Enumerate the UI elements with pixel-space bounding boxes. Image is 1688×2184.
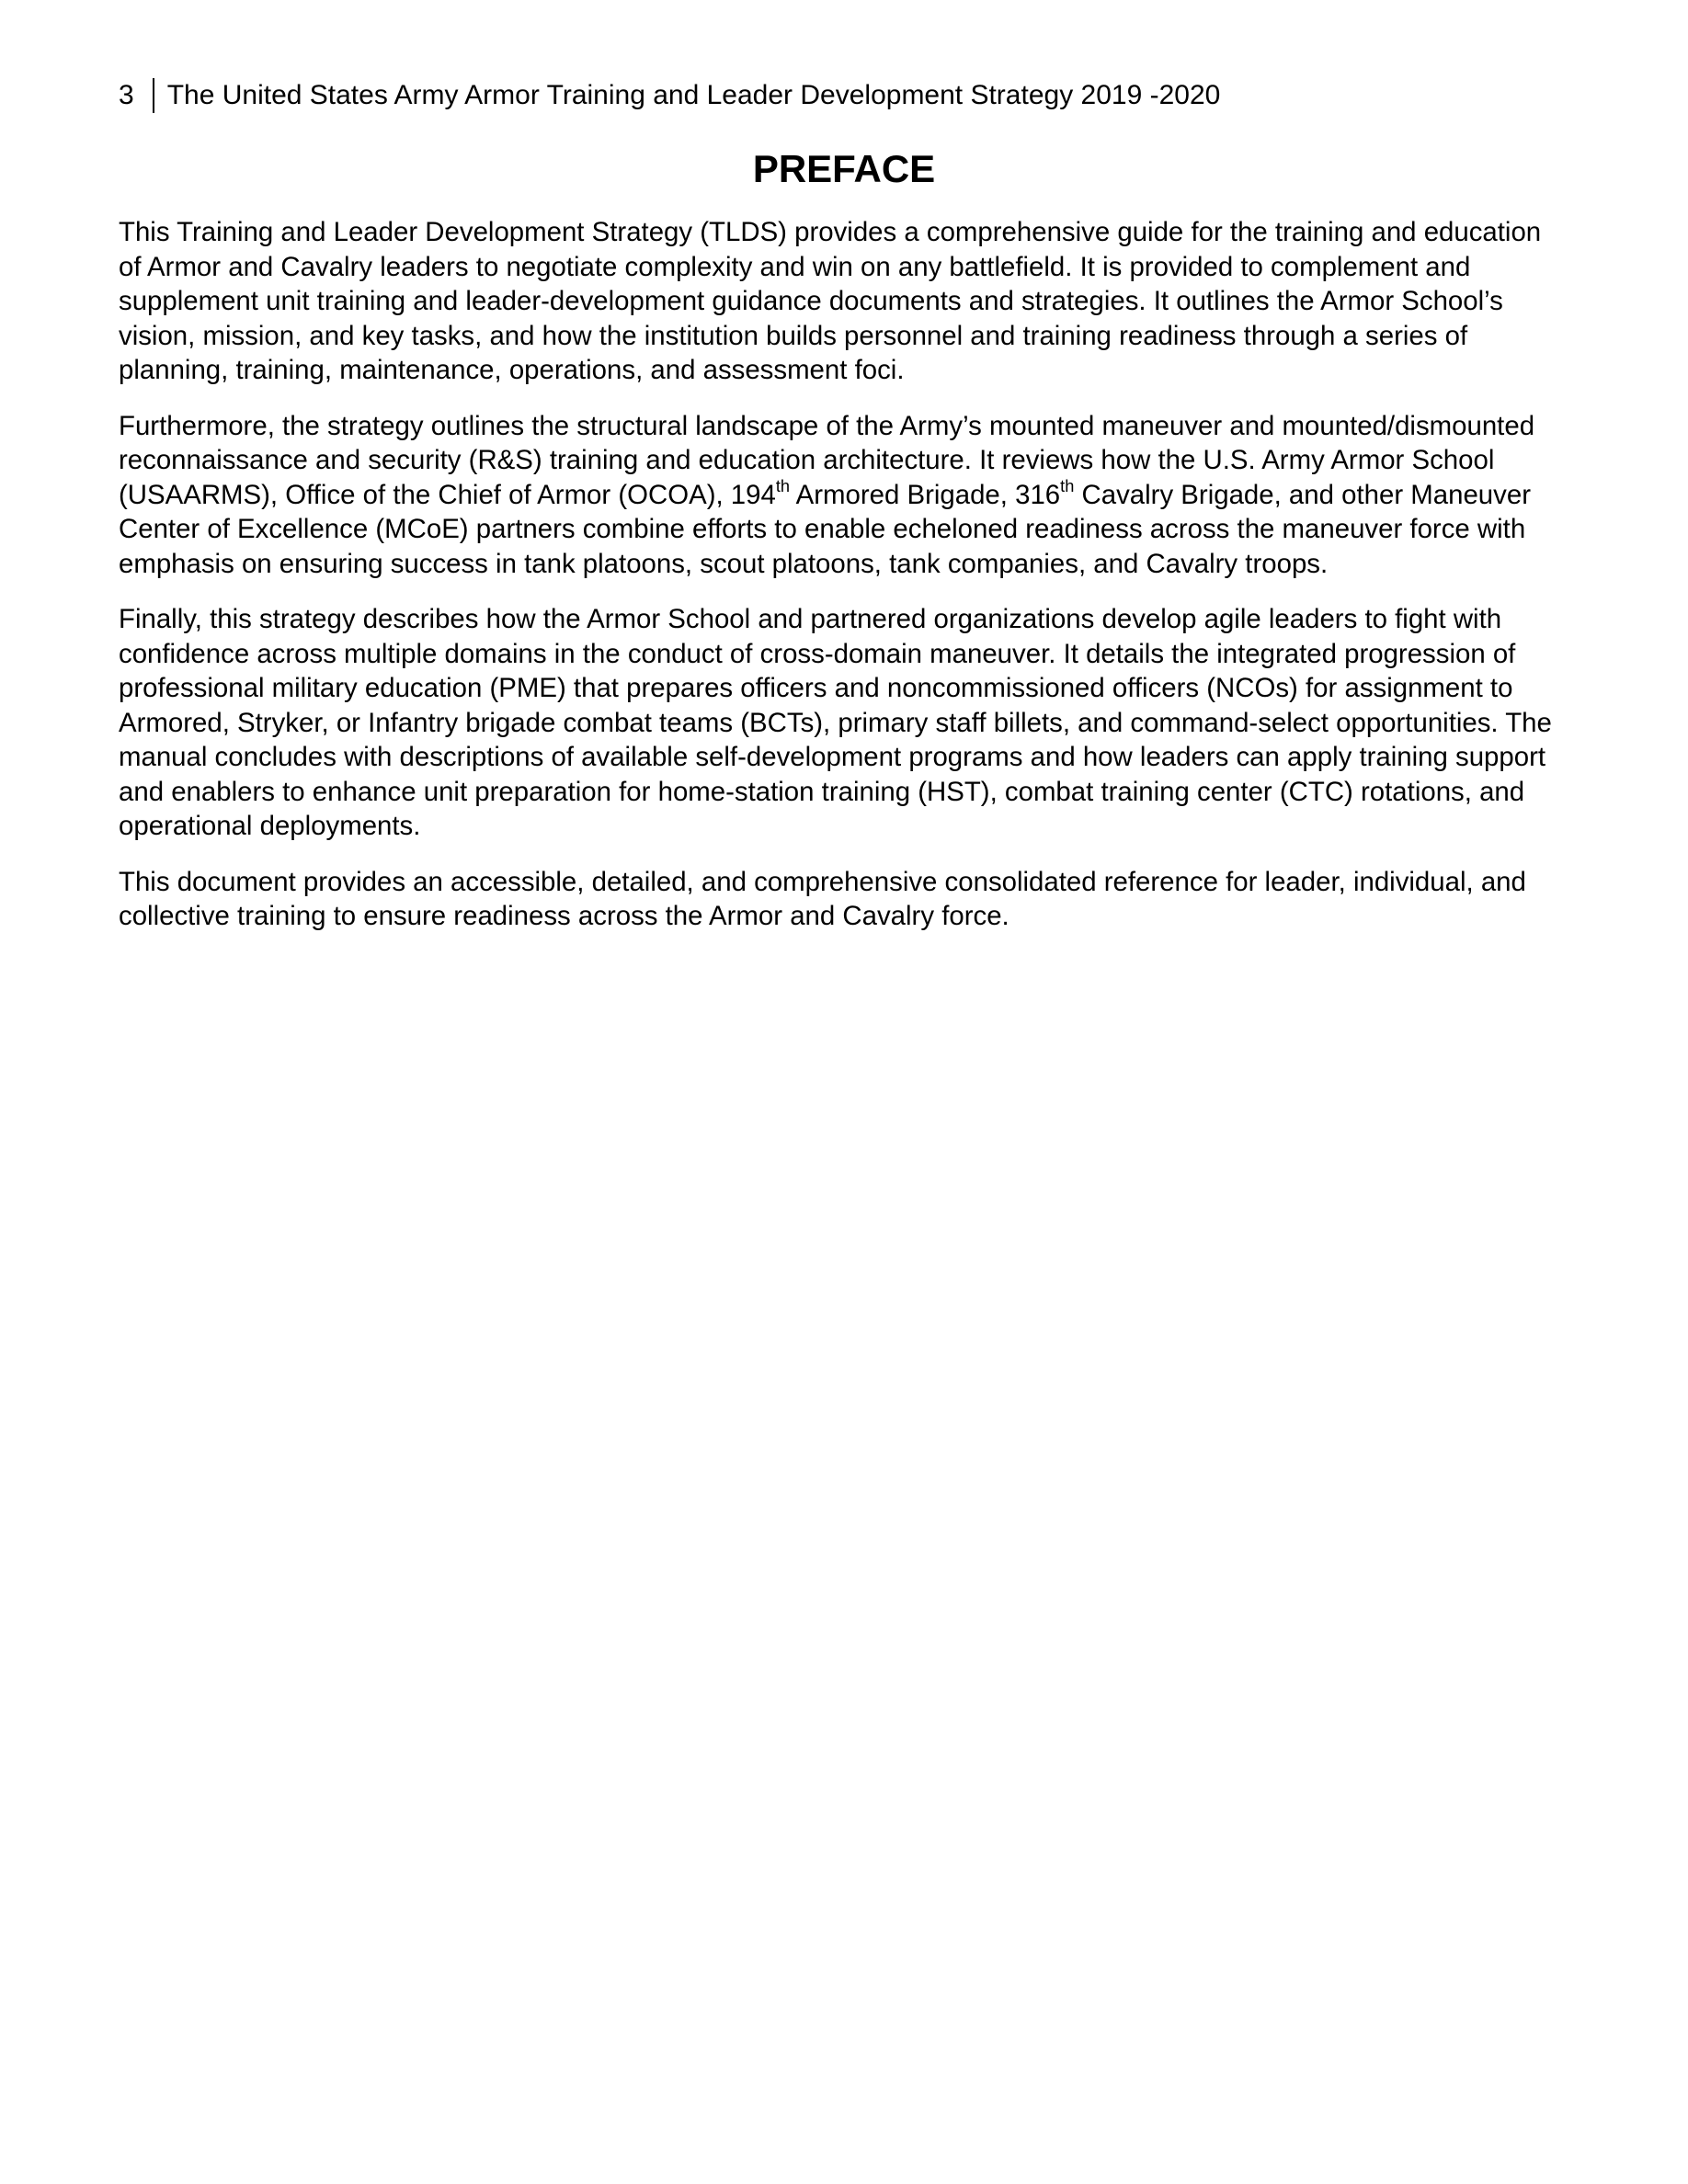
paragraph-1: This Training and Leader Development Strategy (TLDS) provides a comprehensive guide for the training and education of Armor and Cavalry leaders to negotiate complexity and win on any battlefield. It is provided to complement and supplement unit training and leader-development guidance documents and strategies. It outlines the Armor School’s vision, mission, and key tasks, and how the institution builds personnel and training readiness through a series of planning, training, maintenance, operations, and assessment foci. <box>119 217 1542 385</box>
preface-body <box>119 215 1569 955</box>
header-divider <box>153 78 154 113</box>
paragraph-2 <box>119 409 1569 582</box>
paragraph-2-part-1: Furthermore, the strategy outlines the structural landscape of the Army’s mounted maneuver and mounted/dismounted reconnaissance and security (R&S) training and education architecture. It reviews how the U.S. Army Armor School (USAARMS), Office of the Chief of Armor (OCOA), 194 <box>119 410 1535 510</box>
running-header <box>119 77 1220 114</box>
ordinal-suffix: th <box>1060 476 1075 495</box>
page-title: PREFACE <box>752 147 936 190</box>
paragraph-3: Finally, this strategy describes how the Armor School and partnered organizations develop agile leaders to fight with confidence across multiple domains in the conduct of cross-domain maneuver. It details the integrated progression of professional military education (PME) that prepares officers and noncommissioned officers (NCOs) for assignment to Armored, Stryker, or Infantry brigade combat teams (BCTs), primary staff billets, and command-select opportunities. The manual concludes with descriptions of available self-development programs and how leaders can apply training support and enablers to enhance unit preparation for home-station training (HST), combat training center (CTC) rotations, and operational deployments. <box>119 604 1552 841</box>
paragraph-2-part-3: Cavalry Brigade, and other Maneuver Center of Excellence (MCoE) partners combine efforts to enable echeloned readiness across the maneuver force with emphasis on ensuring success in tank platoons, scout platoons, tank companies, and Cavalry troops. <box>119 479 1531 579</box>
page-number: 3 <box>119 80 134 110</box>
paragraph-4: This document provides an accessible, detailed, and comprehensive consolidated reference for leader, individual, and collective training to ensure readiness across the Armor and Cavalry force. <box>119 866 1526 931</box>
paragraph-2-part-2: Armored Brigade, 316 <box>790 479 1061 510</box>
document-title: The United States Army Armor Training and Leader Development Strategy 2019 -2020 <box>166 80 1221 110</box>
ordinal-suffix: th <box>775 476 791 495</box>
